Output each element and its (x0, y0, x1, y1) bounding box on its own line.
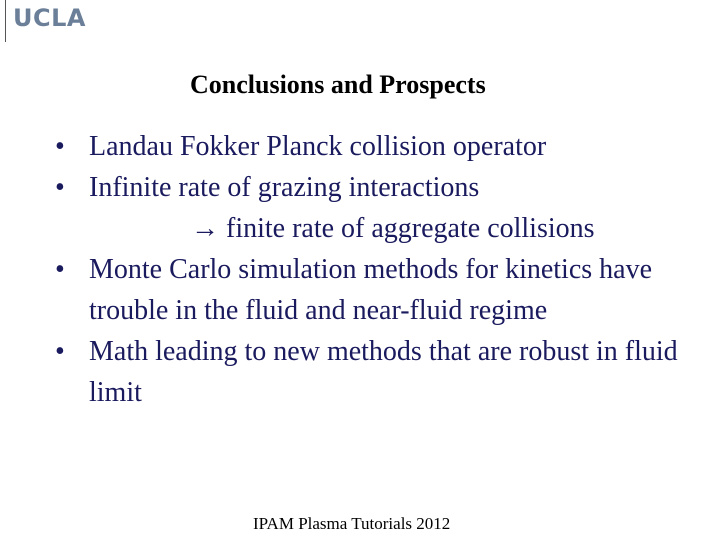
bullet-item (55, 249, 705, 331)
bullet-icon: • (55, 131, 65, 162)
bullet-item (55, 331, 705, 413)
bullet-icon: • (55, 336, 65, 367)
ucla-logo: UCLA (13, 4, 86, 32)
bullet-item (55, 126, 705, 167)
bullet-icon: • (55, 172, 65, 203)
bullet-text: Monte Carlo simulation methods for kinetics have trouble in the fluid and near-fluid regime (89, 254, 653, 326)
slide-title: Conclusions and Prospects (190, 70, 486, 99)
bullet-subtext: → finite rate of aggregate collisions (191, 213, 595, 244)
bullet-text: Math leading to new methods that are robust in fluid limit (89, 336, 678, 408)
bullet-list (55, 126, 705, 413)
bullet-icon: • (55, 254, 65, 285)
bullet-item (55, 167, 705, 249)
footer-text: IPAM Plasma Tutorials 2012 (253, 514, 451, 533)
bullet-text: Landau Fokker Planck collision operator (89, 131, 547, 162)
logo-divider (5, 0, 6, 42)
bullet-text: Infinite rate of grazing interactions (89, 172, 480, 203)
